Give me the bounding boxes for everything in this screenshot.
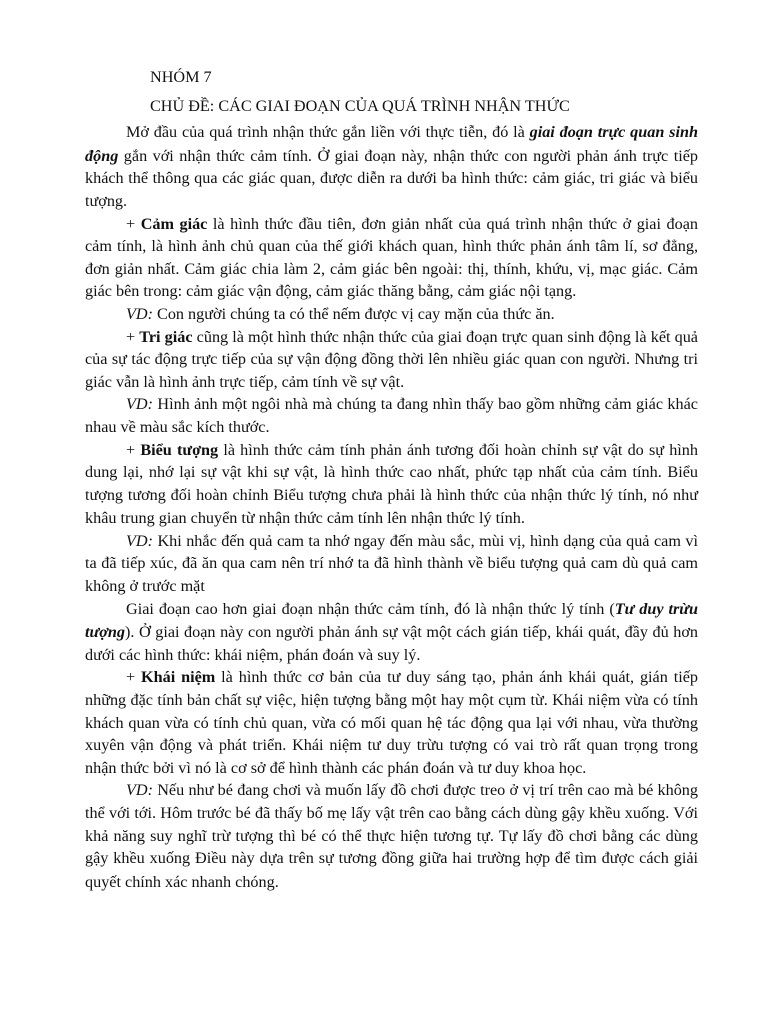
group-heading: NHÓM 7 (150, 68, 212, 86)
paragraph-cam-giac: + Cảm giác là hình thức đầu tiên, đơn giản nhất của quá trình nhận thức ở giai đoạn cảm tính, là hình ảnh chủ quan của thế giới khách quan, hình thức phản ánh tâm lí, sơ đẳng, đơn giản nhất. Cảm giác chia làm 2, cảm giác bên ngoài: thị, thính, khứu, vị, mạc giác. Cảm giác bên trong: cảm giác vận động, cảm giác thăng bằng, cảm giác nội tạng. (85, 214, 698, 301)
term-truc-quan: giai đoạn trực quan sinh động (85, 123, 698, 165)
example-3: VD: Khi nhắc đến quả cam ta nhớ ngay đến màu sắc, mùi vị, hình dạng của quả cam vì ta đã tiếp xúc, đã ăn qua cam nên trí nhớ ta đã hình thành về biểu tượng quả cam dù quả cam không ở trước mặt (85, 531, 698, 596)
example-label: VD: (126, 304, 153, 323)
paragraph-khai-niem: + Khái niệm là hình thức cơ bản của tư duy sáng tạo, phản ánh khái quát, gián tiếp những đặc tính bản chất sự việc, hiện tượng bằng một hay một cụm từ. Khái niệm vừa có tính khách quan vừa có tính chủ quan, vừa có mối quan hệ tác động qua lại với nhau, vừa thường xuyên vận động và phát triển. Khái niệm tư duy trừu tượng có vai trò rất quan trọng trong nhận thức bởi vì nó là cơ sở để hình thành các phán đoán và tư duy khoa học. (85, 668, 698, 777)
example-1: VD: Con người chúng ta có thể nếm được vị cay mặn của thức ăn. (126, 304, 555, 323)
paragraph-tri-giac: + Tri giác cũng là một hình thức nhận thức của giai đoạn trực quan sinh động là kết quả của sự tác động trực tiếp của sự vận động đồng thời lên nhiều giác quan con người. Nhưng tri giác vẫn là hình ảnh trực tiếp, cảm tính về sự vật. (85, 327, 698, 391)
topic-heading: CHỦ ĐỀ: CÁC GIAI ĐOẠN CỦA QUÁ TRÌNH NHẬN THỨC (150, 96, 570, 115)
paragraph-ly-tinh: Giai đoạn cao hơn giai đoạn nhận thức cảm tính, đó là nhận thức lý tính (Tư duy trừu tượng). Ở giai đoạn này con người phản ánh sự vật một cách gián tiếp, khái quát, đầy đủ hơn dưới các hình thức: khái niệm, phán đoán và suy lý. (85, 599, 698, 664)
example-label: VD: (126, 395, 153, 414)
term-tri-giac: Tri giác (139, 327, 193, 346)
example-2: VD: Hình ảnh một ngôi nhà mà chúng ta đang nhìn thấy bao gồm những cảm giác khác nhau về màu sắc kích thước. (85, 395, 698, 436)
term-cam-giac: Cảm giác (140, 214, 208, 233)
term-khai-niem: Khái niệm (141, 668, 216, 687)
example-4: VD: Nếu như bé đang chơi và muốn lấy đồ chơi được treo ở vị trí trên cao mà bé không thể với tới. Hôm trước bé đã thấy bố mẹ lấy vật trên cao bằng cách dùng gậy khều xuống. Với khả năng suy nghĩ trừ tượng thì bé có thể thực hiện tương tự. Tự lấy đồ chơi bằng các dùng gậy khều xuống Điều này dựa trên sự tương đồng giữa hai trường hợp để tìm được cách giải quyết chính xác nhanh chóng. (85, 781, 699, 891)
term-tu-duy-truu-tuong: Tư duy trừu tượng (85, 599, 698, 642)
paragraph-bieu-tuong: + Biểu tượng là hình thức cảm tính phản ánh tương đối hoàn chỉnh sự vật do sự hình dung lại, nhớ lại sự vật khi sự vật, là hình thức cao nhất, phức tạp nhất của cảm tính. Biểu tượng tương đối hoàn chỉnh Biểu tượng chưa phải là hình thức của nhận thức lý tính, nó như khâu trung gian chuyển từ nhận thức cảm tính lên nhận thức lý tính. (85, 440, 699, 528)
example-label: VD: (126, 781, 153, 800)
paragraph-intro: Mở đầu của quá trình nhận thức gắn liền với thực tiễn, đó là giai đoạn trực quan sinh động gắn với nhận thức cảm tính. Ở giai đoạn này, nhận thức con người phản ánh trực tiếp khách thể thông qua các giác quan, được diễn ra dưới ba hình thức: cảm giác, tri giác và biểu tượng. (85, 123, 698, 210)
example-label: VD: (126, 531, 153, 550)
term-bieu-tuong: Biểu tượng (140, 440, 219, 459)
